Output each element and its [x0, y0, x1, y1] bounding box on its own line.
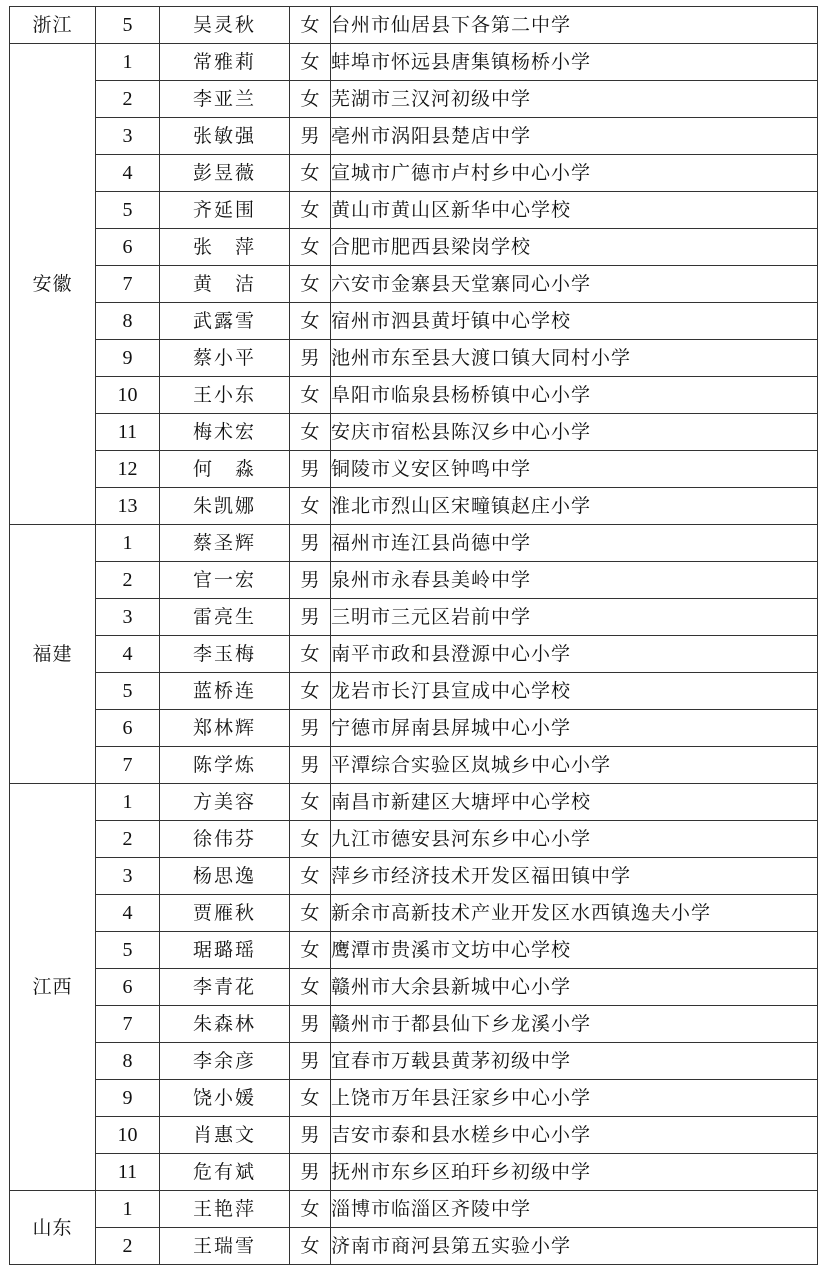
number-cell: 3	[96, 858, 160, 895]
table-row	[10, 44, 818, 81]
table-row	[10, 266, 818, 303]
sex-cell: 女	[290, 488, 331, 525]
sex-cell: 男	[290, 1006, 331, 1043]
sex-cell: 女	[290, 1191, 331, 1228]
name-cell: 王艳萍	[160, 1191, 290, 1228]
name-cell: 梅术宏	[160, 414, 290, 451]
school-cell: 上饶市万年县汪家乡中心小学	[331, 1080, 818, 1117]
sex-cell: 女	[290, 44, 331, 81]
sex-cell: 男	[290, 451, 331, 488]
table-row	[10, 1080, 818, 1117]
name-cell: 方美容	[160, 784, 290, 821]
name-cell: 武露雪	[160, 303, 290, 340]
table-row	[10, 451, 818, 488]
table-row	[10, 673, 818, 710]
sex-cell: 女	[290, 784, 331, 821]
table-row	[10, 155, 818, 192]
school-cell: 鹰潭市贵溪市文坊中心学校	[331, 932, 818, 969]
school-cell: 南昌市新建区大塘坪中心学校	[331, 784, 818, 821]
sex-cell: 男	[290, 525, 331, 562]
name-cell: 朱森林	[160, 1006, 290, 1043]
number-cell: 1	[96, 1191, 160, 1228]
school-cell: 宁德市屏南县屏城中心小学	[331, 710, 818, 747]
name-cell: 张 萍	[160, 229, 290, 266]
name-cell: 肖惠文	[160, 1117, 290, 1154]
sex-cell: 女	[290, 7, 331, 44]
school-cell: 淮北市烈山区宋疃镇赵庄小学	[331, 488, 818, 525]
school-cell: 萍乡市经济技术开发区福田镇中学	[331, 858, 818, 895]
sex-cell: 男	[290, 1154, 331, 1191]
school-cell: 济南市商河县第五实验小学	[331, 1228, 818, 1265]
name-cell: 雷亮生	[160, 599, 290, 636]
sex-cell: 男	[290, 562, 331, 599]
name-cell: 李亚兰	[160, 81, 290, 118]
number-cell: 12	[96, 451, 160, 488]
table-row	[10, 1006, 818, 1043]
sex-cell: 男	[290, 747, 331, 784]
sex-cell: 男	[290, 1117, 331, 1154]
table-row	[10, 229, 818, 266]
name-cell: 郑林辉	[160, 710, 290, 747]
table-row	[10, 81, 818, 118]
table-row	[10, 377, 818, 414]
number-cell: 2	[96, 562, 160, 599]
school-cell: 亳州市涡阳县楚店中学	[331, 118, 818, 155]
number-cell: 5	[96, 7, 160, 44]
sex-cell: 男	[290, 118, 331, 155]
roster-table	[9, 6, 818, 1265]
school-cell: 九江市德安县河东乡中心小学	[331, 821, 818, 858]
number-cell: 10	[96, 377, 160, 414]
number-cell: 11	[96, 414, 160, 451]
number-cell: 6	[96, 710, 160, 747]
number-cell: 8	[96, 1043, 160, 1080]
school-cell: 龙岩市长汀县宣成中心学校	[331, 673, 818, 710]
province-cell: 福建	[10, 525, 96, 784]
sex-cell: 女	[290, 266, 331, 303]
number-cell: 4	[96, 155, 160, 192]
name-cell: 徐伟芬	[160, 821, 290, 858]
number-cell: 13	[96, 488, 160, 525]
sex-cell: 女	[290, 673, 331, 710]
number-cell: 3	[96, 599, 160, 636]
name-cell: 齐延围	[160, 192, 290, 229]
province-cell: 山东	[10, 1191, 96, 1265]
name-cell: 琚璐瑶	[160, 932, 290, 969]
name-cell: 饶小媛	[160, 1080, 290, 1117]
table-row	[10, 340, 818, 377]
sex-cell: 女	[290, 192, 331, 229]
table-row	[10, 821, 818, 858]
table-row	[10, 118, 818, 155]
table-row	[10, 414, 818, 451]
name-cell: 蔡圣辉	[160, 525, 290, 562]
number-cell: 2	[96, 821, 160, 858]
school-cell: 淄博市临淄区齐陵中学	[331, 1191, 818, 1228]
school-cell: 铜陵市义安区钟鸣中学	[331, 451, 818, 488]
school-cell: 宣城市广德市卢村乡中心小学	[331, 155, 818, 192]
sex-cell: 男	[290, 599, 331, 636]
table-row	[10, 969, 818, 1006]
table-row	[10, 1117, 818, 1154]
name-cell: 陈学炼	[160, 747, 290, 784]
table-row	[10, 488, 818, 525]
sex-cell: 男	[290, 710, 331, 747]
province-cell: 浙江	[10, 7, 96, 44]
name-cell: 李余彦	[160, 1043, 290, 1080]
school-cell: 芜湖市三汉河初级中学	[331, 81, 818, 118]
school-cell: 三明市三元区岩前中学	[331, 599, 818, 636]
number-cell: 1	[96, 525, 160, 562]
sex-cell: 女	[290, 895, 331, 932]
province-cell: 安徽	[10, 44, 96, 525]
table-row	[10, 1154, 818, 1191]
name-cell: 黄 洁	[160, 266, 290, 303]
school-cell: 阜阳市临泉县杨桥镇中心小学	[331, 377, 818, 414]
sex-cell: 女	[290, 636, 331, 673]
number-cell: 10	[96, 1117, 160, 1154]
roster-body	[10, 7, 818, 1265]
school-cell: 安庆市宿松县陈汉乡中心小学	[331, 414, 818, 451]
number-cell: 4	[96, 636, 160, 673]
number-cell: 4	[96, 895, 160, 932]
number-cell: 1	[96, 44, 160, 81]
school-cell: 合肥市肥西县梁岗学校	[331, 229, 818, 266]
number-cell: 11	[96, 1154, 160, 1191]
name-cell: 何 淼	[160, 451, 290, 488]
number-cell: 5	[96, 192, 160, 229]
number-cell: 7	[96, 266, 160, 303]
sex-cell: 女	[290, 229, 331, 266]
name-cell: 王瑞雪	[160, 1228, 290, 1265]
table-row	[10, 7, 818, 44]
school-cell: 福州市连江县尚德中学	[331, 525, 818, 562]
name-cell: 贾雁秋	[160, 895, 290, 932]
table-row	[10, 303, 818, 340]
sex-cell: 女	[290, 1080, 331, 1117]
table-row	[10, 1043, 818, 1080]
table-row	[10, 636, 818, 673]
school-cell: 黄山市黄山区新华中心学校	[331, 192, 818, 229]
name-cell: 张敏强	[160, 118, 290, 155]
number-cell: 2	[96, 81, 160, 118]
name-cell: 李玉梅	[160, 636, 290, 673]
name-cell: 杨思逸	[160, 858, 290, 895]
number-cell: 2	[96, 1228, 160, 1265]
number-cell: 6	[96, 969, 160, 1006]
number-cell: 6	[96, 229, 160, 266]
sex-cell: 女	[290, 1228, 331, 1265]
number-cell: 8	[96, 303, 160, 340]
name-cell: 官一宏	[160, 562, 290, 599]
table-row	[10, 858, 818, 895]
school-cell: 新余市高新技术产业开发区水西镇逸夫小学	[331, 895, 818, 932]
sex-cell: 女	[290, 821, 331, 858]
table-row	[10, 599, 818, 636]
sex-cell: 女	[290, 932, 331, 969]
sex-cell: 男	[290, 1043, 331, 1080]
sex-cell: 女	[290, 377, 331, 414]
name-cell: 王小东	[160, 377, 290, 414]
table-row	[10, 747, 818, 784]
school-cell: 赣州市于都县仙下乡龙溪小学	[331, 1006, 818, 1043]
school-cell: 赣州市大余县新城中心小学	[331, 969, 818, 1006]
province-cell: 江西	[10, 784, 96, 1191]
table-row	[10, 525, 818, 562]
sex-cell: 女	[290, 969, 331, 1006]
number-cell: 5	[96, 932, 160, 969]
school-cell: 南平市政和县澄源中心小学	[331, 636, 818, 673]
school-cell: 吉安市泰和县水槎乡中心小学	[331, 1117, 818, 1154]
table-row	[10, 1228, 818, 1265]
school-cell: 宜春市万载县黄茅初级中学	[331, 1043, 818, 1080]
name-cell: 危有斌	[160, 1154, 290, 1191]
school-cell: 泉州市永春县美岭中学	[331, 562, 818, 599]
table-row	[10, 562, 818, 599]
sex-cell: 女	[290, 303, 331, 340]
number-cell: 5	[96, 673, 160, 710]
name-cell: 朱凯娜	[160, 488, 290, 525]
school-cell: 抚州市东乡区珀玕乡初级中学	[331, 1154, 818, 1191]
school-cell: 宿州市泗县黄圩镇中心学校	[331, 303, 818, 340]
name-cell: 蓝桥连	[160, 673, 290, 710]
number-cell: 3	[96, 118, 160, 155]
table-row	[10, 784, 818, 821]
sex-cell: 女	[290, 81, 331, 118]
sex-cell: 女	[290, 414, 331, 451]
school-cell: 蚌埠市怀远县唐集镇杨桥小学	[331, 44, 818, 81]
name-cell: 吴灵秋	[160, 7, 290, 44]
school-cell: 平潭综合实验区岚城乡中心小学	[331, 747, 818, 784]
school-cell: 台州市仙居县下各第二中学	[331, 7, 818, 44]
table-row	[10, 932, 818, 969]
sex-cell: 女	[290, 155, 331, 192]
name-cell: 李青花	[160, 969, 290, 1006]
school-cell: 池州市东至县大渡口镇大同村小学	[331, 340, 818, 377]
sex-cell: 女	[290, 858, 331, 895]
number-cell: 1	[96, 784, 160, 821]
name-cell: 蔡小平	[160, 340, 290, 377]
sex-cell: 男	[290, 340, 331, 377]
table-row	[10, 192, 818, 229]
table-row	[10, 1191, 818, 1228]
table-row	[10, 710, 818, 747]
number-cell: 9	[96, 340, 160, 377]
number-cell: 7	[96, 747, 160, 784]
school-cell: 六安市金寨县天堂寨同心小学	[331, 266, 818, 303]
name-cell: 彭昱薇	[160, 155, 290, 192]
number-cell: 9	[96, 1080, 160, 1117]
number-cell: 7	[96, 1006, 160, 1043]
table-row	[10, 895, 818, 932]
name-cell: 常雅莉	[160, 44, 290, 81]
